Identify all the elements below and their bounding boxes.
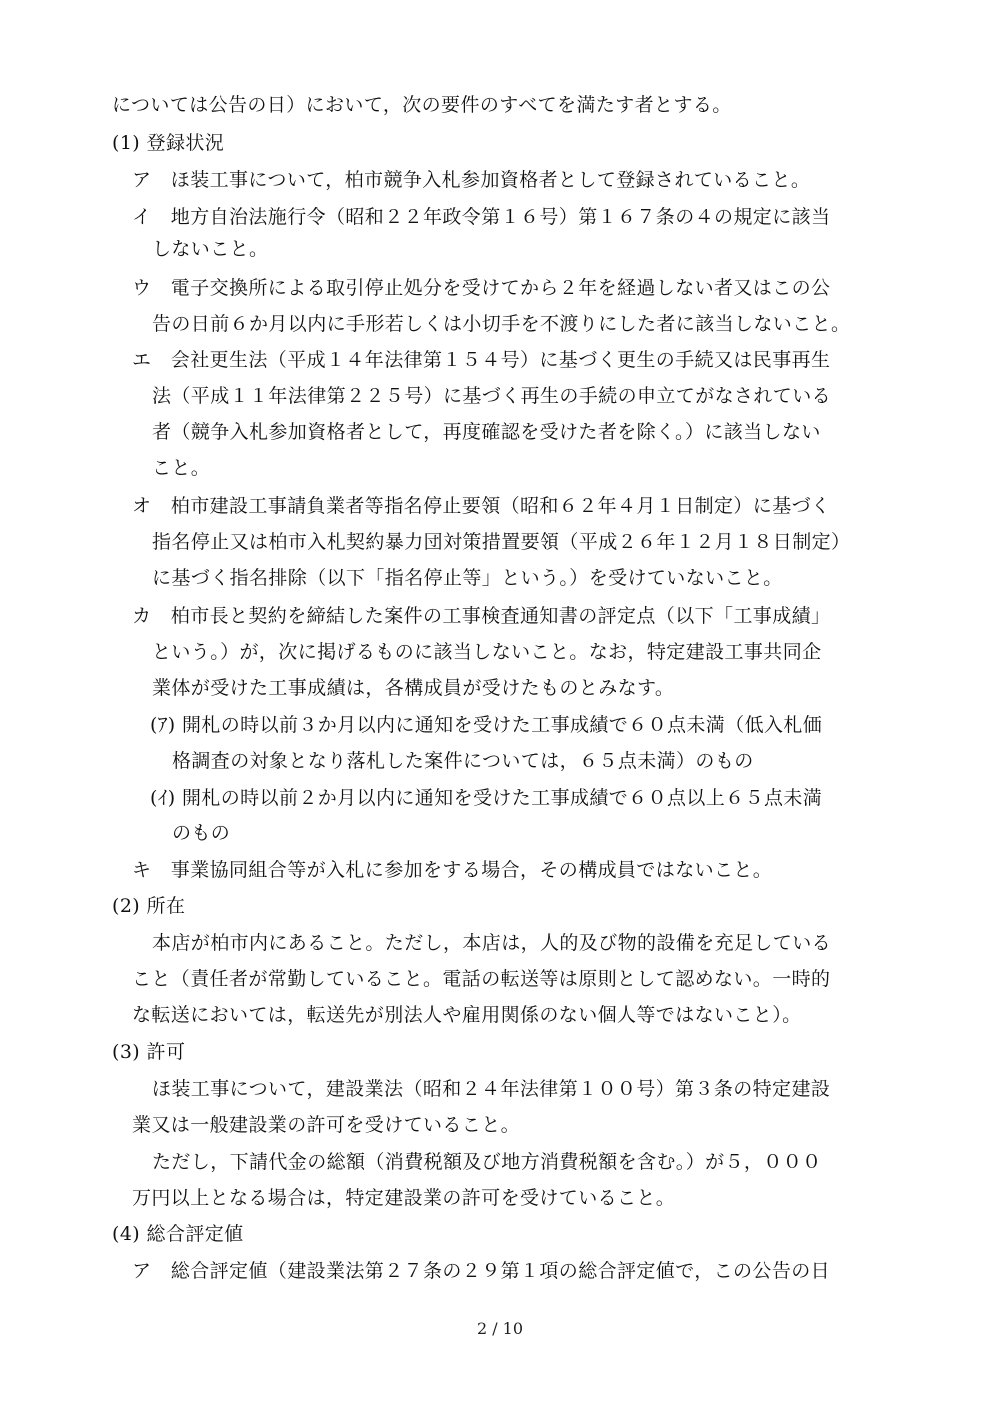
text-line: に基づく指名排除（以下「指名停止等」という。）を受けていないこと。 xyxy=(152,567,783,589)
text-line: 業又は一般建設業の許可を受けていること。 xyxy=(132,1114,521,1136)
text-line: カ 柏市長と契約を締結した案件の工事検査通知書の評定点（以下「工事成績」 xyxy=(132,605,831,627)
text-line: イ 地方自治法施行令（昭和２２年政令第１６号）第１６７条の４の規定に該当 xyxy=(132,206,831,228)
text-line: ア 総合評定値（建設業法第２７条の２９第１項の総合評定値で，この公告の日 xyxy=(132,1260,831,1282)
text-line: エ 会社更生法（平成１４年法律第１５４号）に基づく更生の手続又は民事再生 xyxy=(132,349,831,371)
text-line: ただし，下請代金の総額（消費税額及び地方消費税額を含む。）が５，０００ xyxy=(152,1151,822,1173)
text-line: 指名停止又は柏市入札契約暴力団対策措置要領（平成２６年１２月１８日制定） xyxy=(152,531,851,553)
text-line: (ｲ) 開札の時以前２か月以内に通知を受けた工事成績で６０点以上６５点未満 xyxy=(150,787,823,809)
text-line: しないこと。 xyxy=(152,238,269,260)
text-line: 万円以上となる場合は，特定建設業の許可を受けていること。 xyxy=(132,1187,676,1209)
text-line: (ｱ) 開札の時以前３か月以内に通知を受けた工事成績で６０点未満（低入札価 xyxy=(150,714,823,736)
text-line: という。）が，次に掲げるものに該当しないこと。なお，特定建設工事共同企 xyxy=(152,641,822,663)
text-line: 法（平成１１年法律第２２５号）に基づく再生の手続の申立てがなされている xyxy=(152,385,832,407)
text-line: 本店が柏市内にあること。ただし，本店は，人的及び物的設備を充足している xyxy=(152,932,832,954)
text-line: こと（責任者が常勤していること。電話の転送等は原則として認めない。一時的 xyxy=(132,968,831,990)
page-number: 2 / 10 xyxy=(476,1319,524,1338)
text-line: については公告の日）において，次の要件のすべてを満たす者とする。 xyxy=(112,94,732,116)
section-heading-registration: (1) 登録状況 xyxy=(112,132,225,154)
text-line: のもの xyxy=(172,822,231,844)
section-heading-evaluation: (4) 総合評定値 xyxy=(112,1223,244,1245)
text-line: ウ 電子交換所による取引停止処分を受けてから２年を経過しない者又はこの公 xyxy=(132,277,831,299)
text-line: こと。 xyxy=(152,457,211,479)
text-line: 格調査の対象となり落札した案件については，６５点未満）のもの xyxy=(172,750,754,772)
text-line: ほ装工事について，建設業法（昭和２４年法律第１００号）第３条の特定建設 xyxy=(152,1078,831,1100)
text-line: 業体が受けた工事成績は，各構成員が受けたものとみなす。 xyxy=(152,677,675,699)
text-line: キ 事業協同組合等が入札に参加をする場合，その構成員ではないこと。 xyxy=(132,859,773,881)
section-heading-location: (2) 所在 xyxy=(112,895,186,917)
text-line: 者（競争入札参加資格者として，再度確認を受けた者を除く。）に該当しない xyxy=(152,421,821,443)
text-line: 告の日前６か月以内に手形若しくは小切手を不渡りにした者に該当しないこと。 xyxy=(152,313,851,335)
text-line: ア ほ装工事について，柏市競争入札参加資格者として登録されていること。 xyxy=(132,169,811,191)
text-line: な転送においては，転送先が別法人や雇用関係のない個人等ではないこと）。 xyxy=(132,1004,802,1026)
section-heading-permit: (3) 許可 xyxy=(112,1041,186,1063)
text-line: オ 柏市建設工事請負業者等指名停止要領（昭和６２年４月１日制定）に基づく xyxy=(132,495,831,517)
